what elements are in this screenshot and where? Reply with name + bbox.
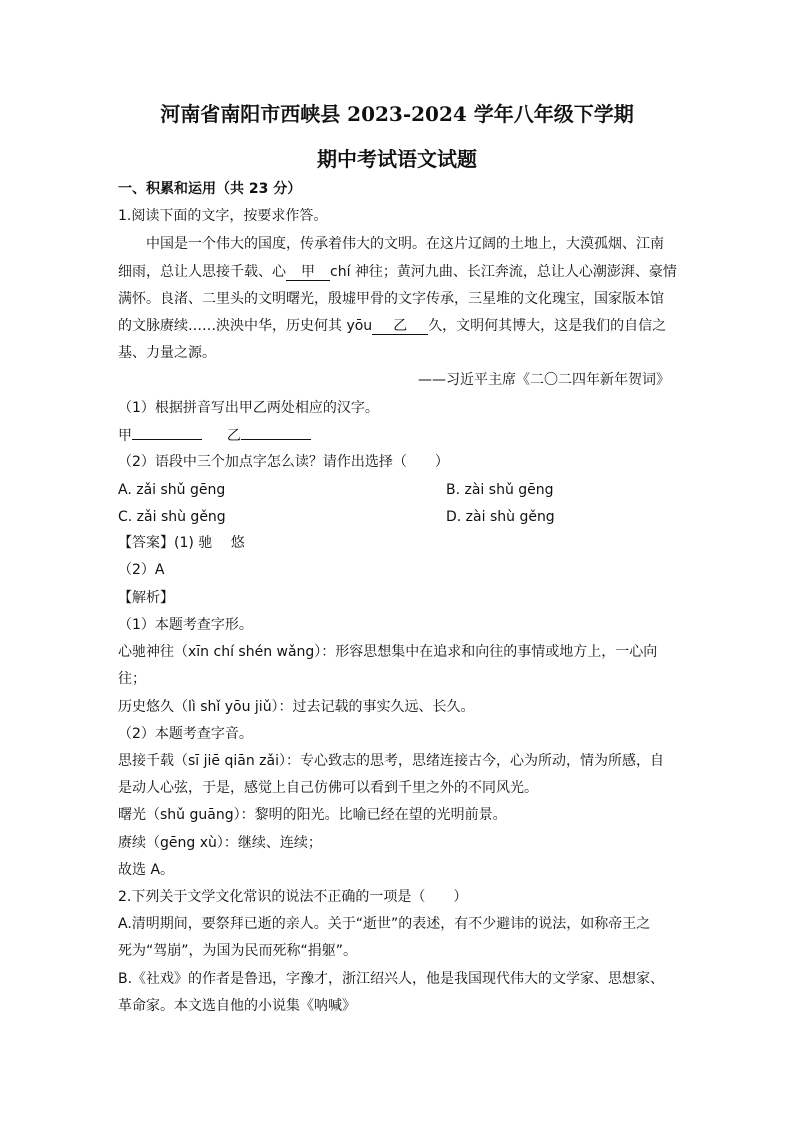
answer-line-1: 【答案】(1) 驰 悠 bbox=[118, 535, 245, 551]
analysis-line-2: 心驰神往（xīn chí shén wǎng）：形容思想集中在追求和向往的事情或地方上，一心向 bbox=[118, 644, 658, 660]
q2-option-a-line-1: A.清明期间，要祭拜已逝的亲人。关于“逝世”的表述，有不少避讳的说法，如称帝王之 bbox=[118, 916, 651, 932]
passage-line-3: 满怀。良渚、二里头的文明曙光，殷墟甲骨的文字传承，三星堆的文化瑰宝，国家版本馆 bbox=[118, 291, 664, 307]
q2-option-b-line-2: 革命家。本文选自他的小说集《呐喊》 bbox=[118, 998, 356, 1014]
analysis-line-4: 历史悠久（lì shǐ yōu jiǔ）：过去记载的事实久远、长久。 bbox=[118, 699, 475, 715]
analysis-line-9: 赓续（gēng xù）：继续、连续； bbox=[118, 835, 322, 851]
passage-line-4 bbox=[118, 316, 666, 336]
passage-line-5: 基、力量之源。 bbox=[118, 345, 216, 361]
q2-option-a-line-2: 死为“驾崩”，为国为民而死称“捐躯”。 bbox=[118, 943, 358, 959]
analysis-line-3: 往； bbox=[118, 671, 146, 687]
doc-title-line2: 期中考试语文试题 bbox=[317, 147, 477, 171]
doc-title-line1: 河南省南阳市西峡县 2023-2024 学年八年级下学期 bbox=[160, 102, 634, 126]
sub-question-1: （1）根据拼音写出甲乙两处相应的汉字。 bbox=[118, 400, 379, 416]
sub-question-2: （2）语段中三个加点字怎么读？请作出选择（ ） bbox=[118, 454, 449, 470]
option-b: B. zài shǔ gēng bbox=[446, 482, 554, 498]
analysis-line-5: （2）本题考查字音。 bbox=[118, 726, 253, 742]
yi-answer-line[interactable] bbox=[241, 425, 311, 440]
answer-blanks bbox=[118, 425, 311, 446]
question-1-stem: 1.阅读下面的文字，按要求作答。 bbox=[118, 208, 328, 224]
analysis-heading: 【解析】 bbox=[118, 590, 174, 606]
blank-yi: 乙 bbox=[372, 318, 428, 335]
passage-line-1: 中国是一个伟大的国度，传承着伟大的文明。在这片辽阔的土地上，大漠孤烟、江南 bbox=[146, 236, 664, 252]
analysis-line-7: 是动人心弦，于是，感觉上自己仿佛可以看到千里之外的不同风光。 bbox=[118, 780, 538, 796]
answer-line-2: （2）A bbox=[118, 562, 165, 578]
passage-text: chí 神往；黄河九曲、长江奔流，总让人心潮澎湃、豪情 bbox=[330, 264, 677, 280]
analysis-line-8: 曙光（shǔ guāng）：黎明的阳光。比喻已经在望的光明前景。 bbox=[118, 807, 507, 823]
jia-answer-line[interactable] bbox=[132, 425, 202, 440]
q2-option-b-line-1: B.《社戏》的作者是鲁迅，字豫才，浙江绍兴人，他是我国现代伟大的文学家、思想家、 bbox=[118, 971, 665, 987]
passage-text: 的文脉赓续……泱泱中华，历史何其 yōu bbox=[118, 318, 373, 334]
option-c: C. zǎi shù gěng bbox=[118, 509, 226, 525]
passage-text: 细雨，总让人思接千载、心 bbox=[118, 264, 286, 280]
analysis-line-1: （1）本题考查字形。 bbox=[118, 617, 253, 633]
passage-source: ——习近平主席《二〇二四年新年贺词》 bbox=[418, 372, 670, 388]
analysis-line-10: 故选 A。 bbox=[118, 862, 175, 878]
option-d: D. zài shù gěng bbox=[446, 509, 555, 525]
option-a: A. zǎi shǔ gēng bbox=[118, 482, 226, 498]
analysis-line-6: 思接千载（sī jiē qiān zǎi）：专心致志的思考，思绪连接古今，心为所动，情为所感，自 bbox=[118, 753, 664, 769]
yi-label: 乙 bbox=[226, 428, 241, 444]
passage-line-2 bbox=[118, 262, 677, 282]
jia-label: 甲 bbox=[118, 428, 132, 444]
passage-text: 久，文明何其博大，这是我们的自信之 bbox=[428, 318, 667, 334]
question-2-stem: 2.下列关于文学文化常识的说法不正确的一项是（ ） bbox=[118, 889, 468, 905]
section-heading: 一、积累和运用（共 23 分） bbox=[118, 181, 302, 197]
blank-jia: 甲 bbox=[286, 264, 330, 281]
